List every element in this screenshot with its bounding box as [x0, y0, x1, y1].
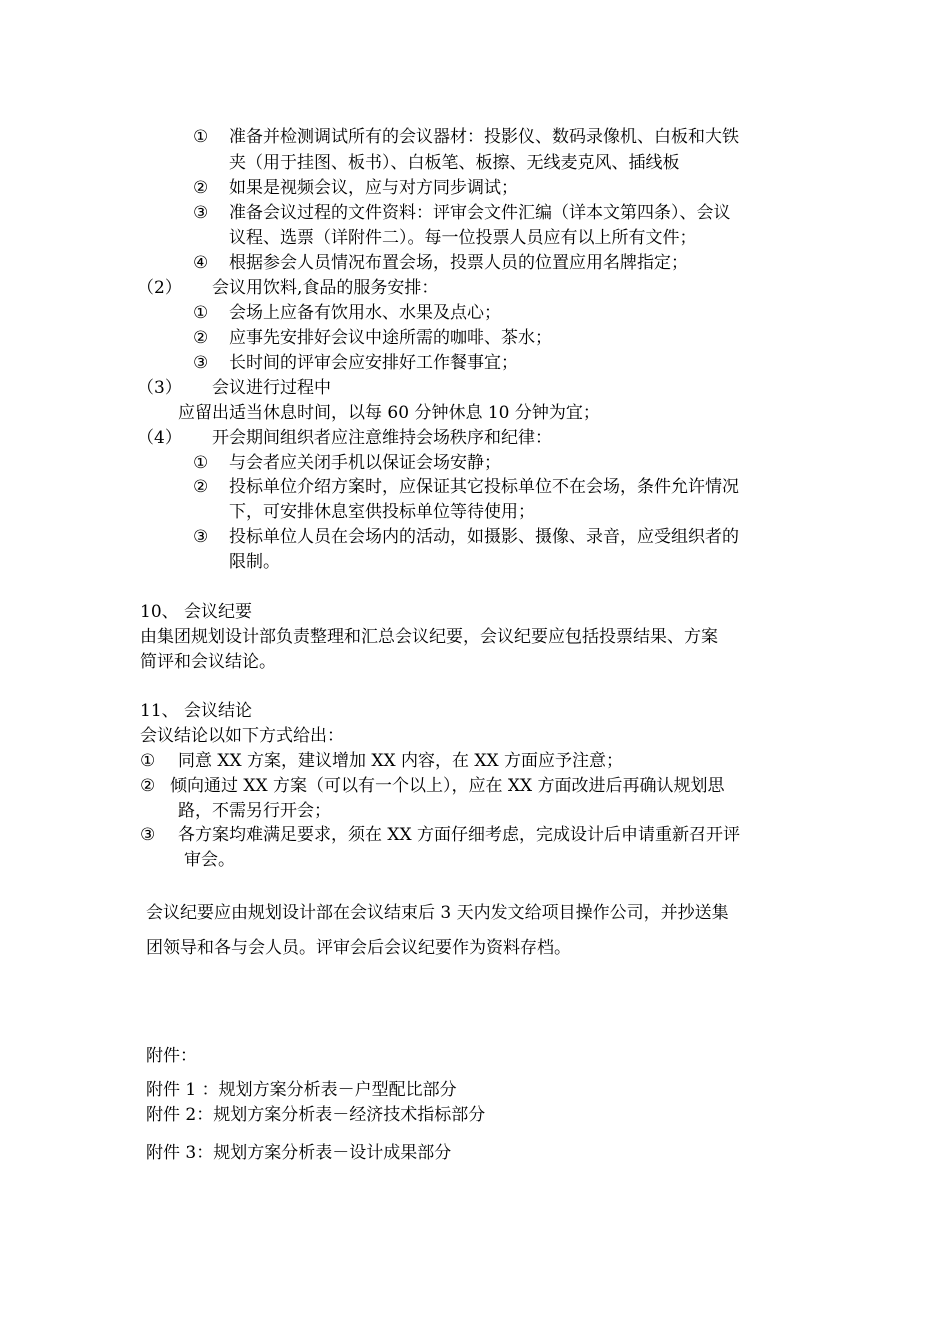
list-marker: ④ [193, 253, 209, 273]
attachment-item: 附件 3：规划方案分析表－设计成果部分 [146, 1143, 452, 1163]
section-title: 开会期间组织者应注意维持会场秩序和纪律： [212, 428, 552, 448]
paragraph-line: 会议结论以如下方式给出： [140, 726, 344, 746]
list-item-text: 与会者应关闭手机以保证会场安静； [229, 453, 501, 473]
list-item-text: 审会。 [184, 850, 235, 870]
section-title: 会议进行过程中 [212, 378, 331, 398]
attachments-label: 附件： [146, 1046, 197, 1066]
paragraph-line: 由集团规划设计部负责整理和汇总会议纪要，会议纪要应包括投票结果、方案 [140, 627, 718, 647]
list-marker: ③ [193, 203, 209, 223]
list-marker: ③ [193, 353, 209, 373]
list-item-text: 倾向通过 XX 方案（可以有一个以上），应在 XX 方面改进后再确认规划思 [170, 776, 725, 796]
list-item-text: 投标单位介绍方案时，应保证其它投标单位不在会场，条件允许情况 [229, 477, 739, 497]
list-item-text: 同意 XX 方案，建议增加 XX 内容，在 XX 方面应予注意； [178, 751, 624, 771]
list-marker: ② [140, 776, 156, 796]
list-marker: ② [193, 477, 209, 497]
list-marker: ① [193, 453, 209, 473]
list-item-text: 议程、选票（详附件二）。每一位投票人员应有以上所有文件； [229, 228, 697, 248]
attachment-item: 附件 2：规划方案分析表－经济技术指标部分 [146, 1105, 486, 1125]
list-item-text: 夹（用于挂图、板书）、白板笔、板擦、无线麦克风、插线板 [229, 153, 680, 173]
list-marker: ③ [193, 527, 209, 547]
list-marker: ② [193, 328, 209, 348]
list-item-text: 长时间的评审会应安排好工作餐事宜； [229, 353, 518, 373]
list-item-text: 下，可安排休息室供投标单位等待使用； [229, 502, 535, 522]
list-item-text: 应事先安排好会议中途所需的咖啡、茶水； [229, 328, 552, 348]
list-item-text: 投标单位人员在会场内的活动，如摄影、摄像、录音，应受组织者的 [229, 527, 739, 547]
list-item-text: 限制。 [229, 552, 280, 572]
list-marker: ① [193, 127, 209, 147]
list-item-text: 准备并检测调试所有的会议器材：投影仪、数码录像机、白板和大铁 [229, 127, 739, 147]
list-item-text: 会场上应备有饮用水、水果及点心； [229, 303, 501, 323]
section-number: （3） [137, 378, 182, 398]
section-heading: 11、 会议结论 [140, 701, 253, 721]
paragraph-line: 简评和会议结论。 [140, 652, 276, 672]
list-marker: ① [140, 751, 156, 771]
paragraph-line: 团领导和各与会人员。评审会后会议纪要作为资料存档。 [146, 938, 571, 958]
list-item-text: 准备会议过程的文件资料：评审会文件汇编（详本文第四条）、会议 [229, 203, 731, 223]
paragraph-line: 会议纪要应由规划设计部在会议结束后 3 天内发文给项目操作公司，并抄送集 [146, 903, 729, 923]
section-title: 会议用饮料,食品的服务安排： [212, 278, 439, 298]
list-item-text: 根据参会人员情况布置会场，投票人员的位置应用名牌指定； [229, 253, 688, 273]
section-number: （2） [137, 278, 182, 298]
section-heading: 10、 会议纪要 [140, 602, 253, 622]
section-number: （4） [137, 428, 182, 448]
list-item-text: 各方案均难满足要求，须在 XX 方面仔细考虑，完成设计后申请重新召开评 [178, 825, 741, 845]
attachment-item: 附件 1 ：规划方案分析表－户型配比部分 [146, 1080, 457, 1100]
list-marker: ③ [140, 825, 156, 845]
list-marker: ② [193, 178, 209, 198]
section-body: 应留出适当休息时间，以每 60 分钟休息 10 分钟为宜； [178, 403, 600, 423]
list-item-text: 如果是视频会议，应与对方同步调试； [229, 178, 518, 198]
list-marker: ① [193, 303, 209, 323]
list-item-text: 路，不需另行开会； [178, 801, 331, 821]
